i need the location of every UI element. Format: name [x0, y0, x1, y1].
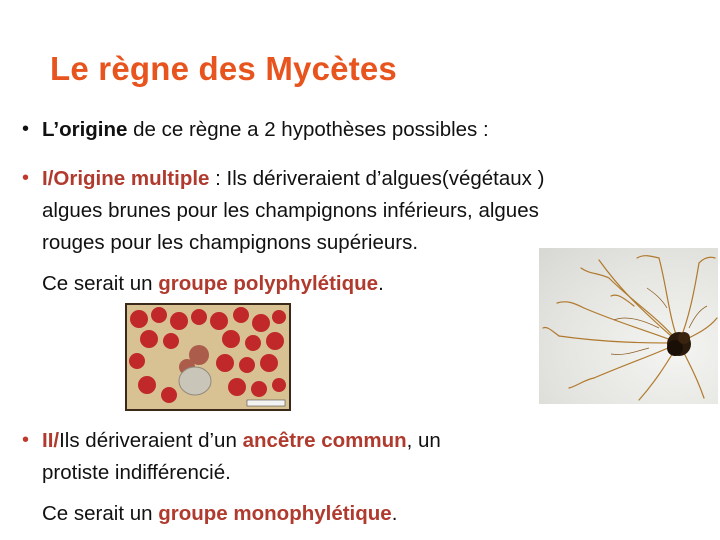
bullet-marker: •	[22, 167, 30, 189]
origin-label: L’origine	[42, 118, 128, 141]
point2-line1	[42, 426, 441, 455]
point2-conclusion-term: groupe monophylétique	[158, 502, 392, 525]
point1-conclusion	[42, 269, 384, 298]
point2-pre: Ils dériveraient d’un	[59, 429, 243, 452]
point2-term: ancêtre commun	[242, 429, 407, 452]
point1-line3: rouges pour les champignons supérieurs.	[42, 231, 419, 254]
point1-line1	[42, 164, 544, 193]
point2-line2: protiste indifférencié.	[42, 461, 231, 484]
fungal-hyphae-photo	[539, 248, 718, 404]
point1-text: : Ils dériveraient d’algues(végétaux )	[209, 167, 545, 190]
point1-line2: algues brunes pour les champignons inférieurs, algues	[42, 199, 539, 222]
hyphae-illustration	[539, 248, 718, 404]
bullet-marker: •	[22, 429, 30, 451]
point1-conclusion-post: .	[378, 272, 384, 295]
point1-label: I/Origine multiple	[42, 167, 210, 190]
origin-line	[42, 115, 489, 144]
point2-label: II/	[42, 429, 60, 452]
point2-conclusion-post: .	[391, 502, 398, 525]
point1-conclusion-pre: Ce serait un	[42, 272, 159, 295]
origin-text: de ce règne a 2 hypothèses possibles :	[127, 118, 489, 141]
spores-illustration	[127, 305, 289, 409]
bullet-marker: •	[22, 118, 30, 140]
point1-conclusion-term: groupe polyphylétique	[158, 272, 379, 295]
point2-conclusion-pre: Ce serait un	[42, 502, 159, 525]
spores-micrograph-photo	[125, 303, 291, 411]
micrograph-scale-label	[247, 400, 285, 406]
slide-title: Le règne des Mycètes	[50, 50, 397, 87]
point2-post: , un	[406, 429, 441, 452]
point2-conclusion	[42, 499, 397, 528]
